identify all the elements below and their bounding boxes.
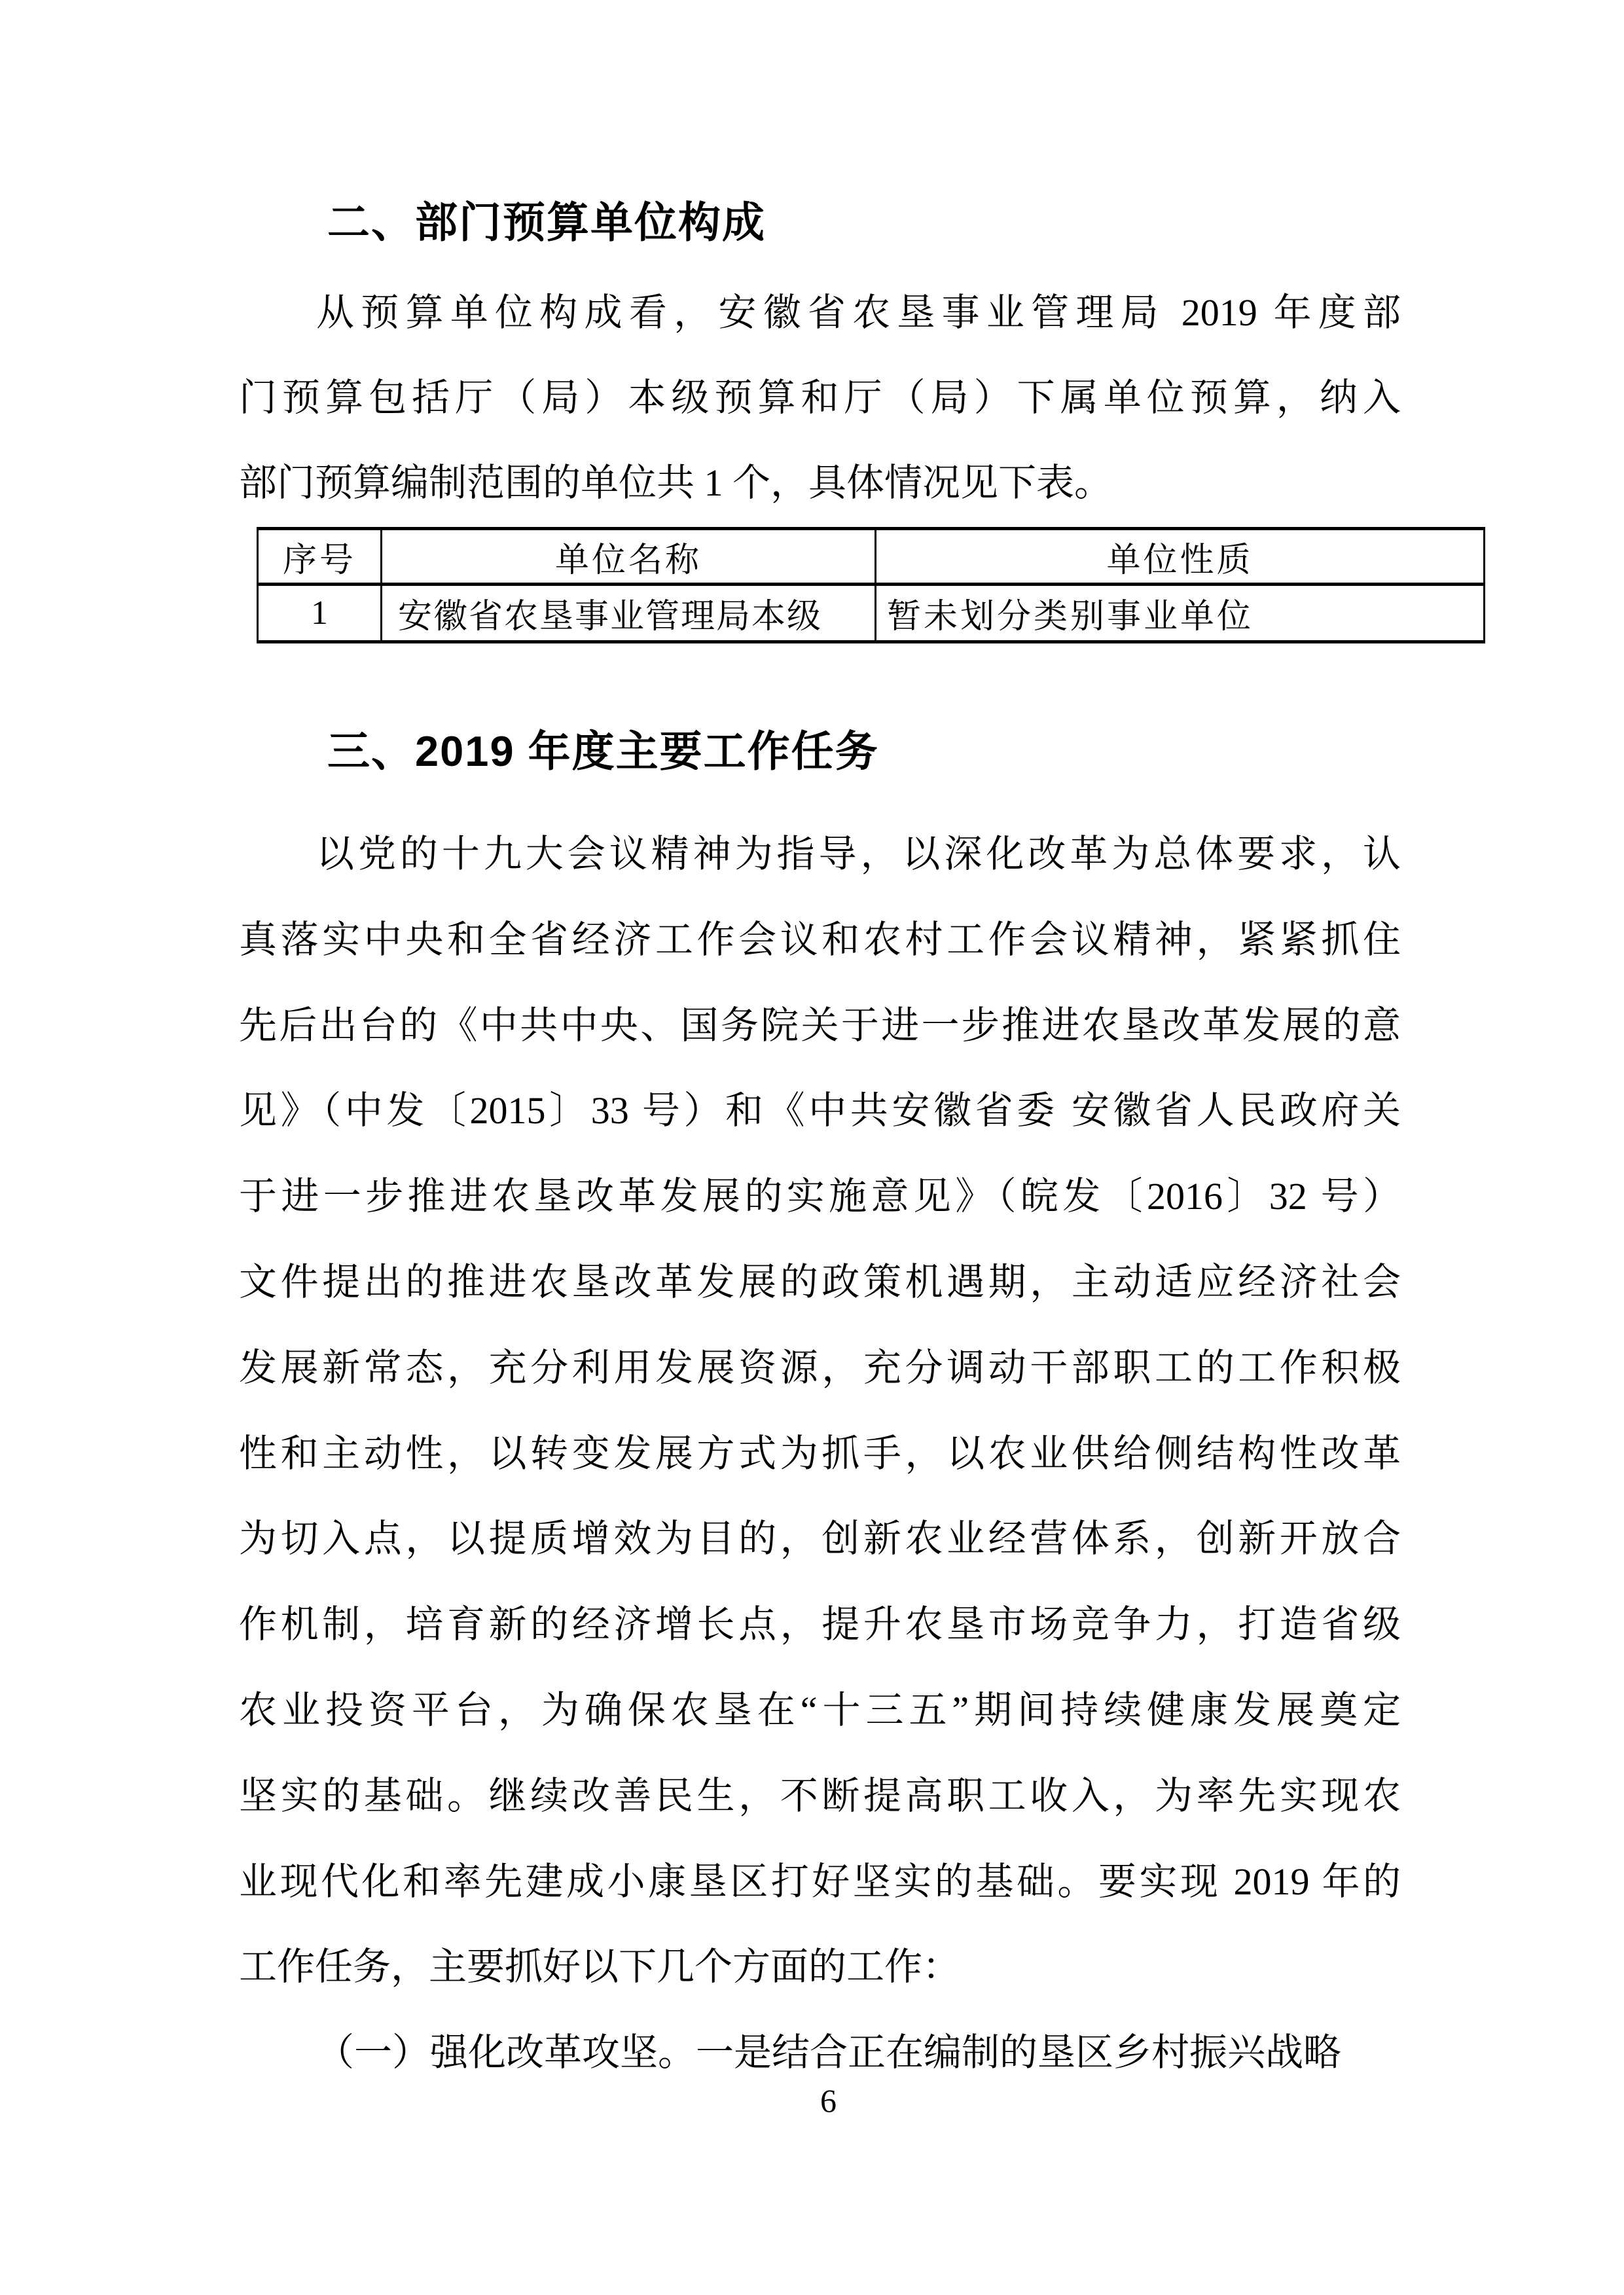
paragraph-line: 性和主动性，以转变发展方式为抓手，以农业供给侧结构性改革 — [239, 1432, 1401, 1475]
paragraph-line: 为切入点，以提质增效为目的，创新农业经营体系，创新开放合 — [239, 1517, 1401, 1561]
paragraph-line: 先后出台的《中共中央、国务院关于进一步推进农垦改革发展的意 — [239, 1003, 1401, 1047]
paragraph-line: 见》（中发〔2015〕33 号）和《中共安徽省委 安徽省人民政府关 — [239, 1089, 1401, 1132]
paragraph-line: 作机制，培育新的经济增长点，提升农垦市场竞争力，打造省级 — [239, 1603, 1401, 1646]
paragraph-line: 业现代化和率先建成小康垦区打好坚实的基础。要实现 2019 年的 — [239, 1860, 1401, 1903]
budget-units-table — [257, 527, 1485, 643]
table-header-unit-type: 单位性质 — [876, 529, 1485, 585]
section2-paragraph — [239, 270, 1401, 526]
paragraph-line: 坚实的基础。继续改善民生，不断提高职工收入，为率先实现农 — [239, 1774, 1401, 1817]
section3-heading: 三、2019 年度主要工作任务 — [327, 727, 879, 775]
cell-seq: 1 — [258, 585, 382, 642]
paragraph-line: 农业投资平台，为确保农垦在“十三五”期间持续健康发展奠定 — [239, 1688, 1401, 1731]
section3-paragraph — [239, 812, 1401, 2010]
table-header-unit-name: 单位名称 — [382, 529, 876, 585]
paragraph-line: 门预算包括厅（局）本级预算和厅（局）下属单位预算，纳入 — [239, 376, 1401, 419]
paragraph-line: 工作任务，主要抓好以下几个方面的工作： — [239, 1945, 961, 1989]
section2-heading: 二、部门预算单位构成 — [327, 198, 767, 246]
paragraph-line: 以党的十九大会议精神为指导，以深化改革为总体要求，认 — [316, 833, 1401, 875]
paragraph-line: 于进一步推进农垦改革发展的实施意见》（皖发〔2016〕32 号） — [239, 1175, 1401, 1218]
page-number: 6 — [820, 2082, 837, 2119]
paragraph-line: 部门预算编制范围的单位共 1 个，具体情况见下表。 — [239, 461, 1113, 504]
table-header-row — [258, 529, 1485, 585]
paragraph-line: 发展新常态，充分利用发展资源，充分调动干部职工的工作积极 — [239, 1346, 1401, 1389]
table-row — [258, 585, 1485, 642]
cell-unit-type: 暂未划分类别事业单位 — [876, 585, 1485, 642]
paragraph-line: 从预算单位构成看，安徽省农垦事业管理局 2019 年度部 — [316, 291, 1401, 334]
paragraph-line: 真落实中央和全省经济工作会议和农村工作会议精神，紧紧抓住 — [239, 918, 1401, 961]
paragraph-line: （一）强化改革攻坚。一是结合正在编制的垦区乡村振兴战略 — [316, 2031, 1342, 2074]
table-header-seq: 序号 — [258, 529, 382, 585]
paragraph-line: 文件提出的推进农垦改革发展的政策机遇期，主动适应经济社会 — [239, 1260, 1401, 1303]
cell-unit-name: 安徽省农垦事业管理局本级 — [382, 585, 876, 642]
